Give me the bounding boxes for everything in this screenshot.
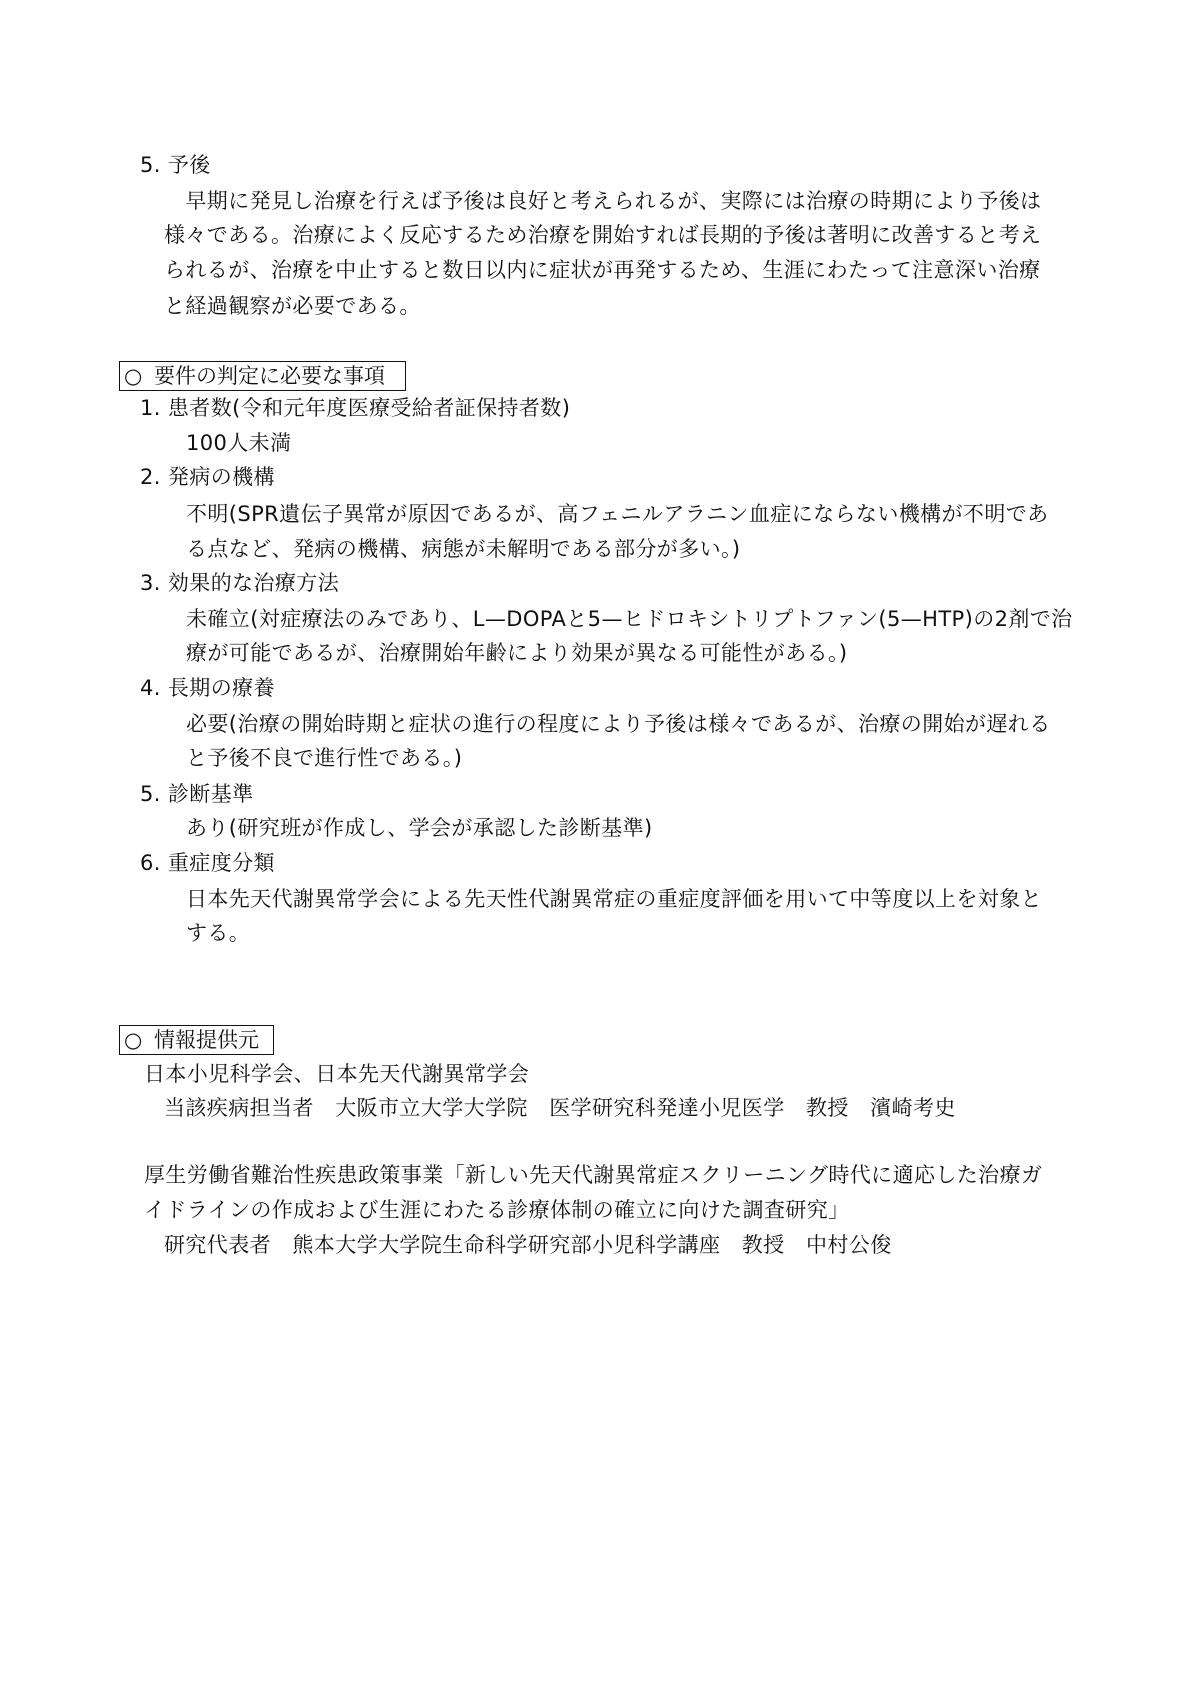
prognosis-line: と経過観察が必要である。 (164, 294, 421, 318)
circle-icon: ○ (124, 1028, 143, 1052)
requirements-box-heading (119, 361, 406, 391)
circle-icon: ○ (124, 364, 143, 388)
source-box-heading (119, 1025, 274, 1055)
item-text: 日本先天代謝異常学会による先天性代謝異常症の重症度評価を用いて中等度以上を対象と (186, 887, 1042, 911)
prognosis-line: 様々である。治療によく反応するため治療を開始すれば長期的予後は著明に改善すると考え (164, 223, 1042, 247)
section-title: 要件の判定に必要な事項 (154, 364, 385, 388)
prognosis-line: られるが、治療を中止すると数日以内に症状が再発するため、生涯にわたって注意深い治療 (164, 258, 1041, 282)
section-title: 情報提供元 (154, 1028, 259, 1052)
item-heading: 4. 長期の療養 (140, 676, 275, 700)
item-text: る点など、発病の機構、病態が未解明である部分が多い。) (186, 537, 741, 561)
item-text: する。 (186, 921, 251, 945)
societies: 日本小児科学会、日本先天代謝異常学会 (144, 1062, 530, 1086)
item-text: と予後不良で進行性である。) (186, 746, 463, 770)
item-heading: 3. 効果的な治療方法 (140, 571, 340, 595)
item-text: あり(研究班が作成し、学会が承認した診断基準) (186, 816, 653, 840)
item-text: 未確立(対症療法のみであり、L—DOPAと5—ヒドロキシトリプトファン(5—HTP)の2剤で治 (186, 607, 1073, 631)
item-heading: 6. 重症度分類 (140, 851, 275, 875)
prognosis-line: 早期に発見し治療を行えば予後は良好と考えられるが、実際には治療の時期により予後は (164, 189, 1042, 213)
item-heading: 2. 発病の機構 (140, 465, 275, 489)
item-text: 100人未満 (186, 431, 292, 455)
item-heading: 5. 診断基準 (140, 782, 254, 806)
representative: 研究代表者 熊本大学大学院生命科学研究部小児科学講座 教授 中村公俊 (164, 1233, 892, 1257)
responsible-person: 当該疾病担当者 大阪市立大学大学院 医学研究科発達小児医学 教授 濱崎考史 (164, 1096, 956, 1120)
item-text: 不明(SPR遺伝子異常が原因であるが、高フェニルアラニン血症にならない機構が不明であ (186, 502, 1049, 526)
project-line: イドラインの作成および生涯にわたる診療体制の確立に向けた調査研究」 (144, 1198, 850, 1222)
prognosis-heading: 5. 予後 (140, 153, 211, 177)
item-text: 療が可能であるが、治療開始年齢により効果が異なる可能性がある。) (186, 641, 848, 665)
project-line: 厚生労働省難治性疾患政策事業「新しい先天代謝異常症スクリーニング時代に適応した治療ガ (144, 1163, 1043, 1187)
item-heading: 1. 患者数(令和元年度医療受給者証保持者数) (140, 396, 571, 420)
item-text: 必要(治療の開始時期と症状の進行の程度により予後は様々であるが、治療の開始が遅れる (186, 712, 1051, 736)
